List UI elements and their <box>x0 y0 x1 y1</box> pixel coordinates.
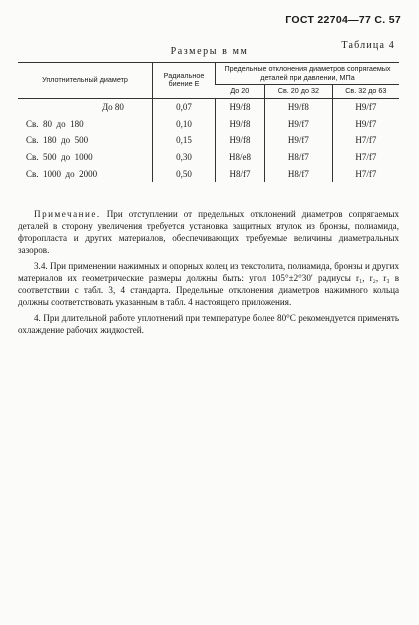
col-p1: До 20 <box>216 85 265 99</box>
paragraph-3-4: 3.4. При применении нажимных и опорных колец из текстолита, полиамида, бронзы и других материалов их геометрические размеры должны быть: угол 105°±2°30′ радиусы r₁, r₂, r₃ в соответствии с табл. 3, 4 стандарта. Предельные отклонения диаметров нажимного кольца должны соответствовать указанным в табл. 4 настоящего приложения. <box>18 261 399 307</box>
cell-p1: H9/f8 <box>216 116 265 133</box>
table-row <box>18 165 399 182</box>
cell-runout: 0,15 <box>153 132 216 149</box>
table-row <box>18 149 399 166</box>
col-runout: Радиальное биение E <box>153 63 216 99</box>
cell-runout: 0,07 <box>153 98 216 115</box>
cell-p3: H7/f7 <box>332 149 399 166</box>
cell-diameter: Св. 180 до 500 <box>26 135 89 146</box>
remark-paragraph <box>18 208 399 256</box>
table-row <box>18 132 399 149</box>
cell-p3: H7/f7 <box>332 132 399 149</box>
cell-p3: H7/f7 <box>332 165 399 182</box>
cell-p2: H8/f7 <box>265 149 333 166</box>
cell-diameter: Св. 500 до 1000 <box>26 152 93 162</box>
remark-text: При отступлении от предельных отклонений диаметров сопрягаемых деталей в сторону увеличения требуется установка защитных втулок из бронзы, полиамида, фторопласта и других материалов, обеспечивающих требуемые величины диаметральных зазоров. <box>18 209 400 255</box>
notes-section <box>18 208 399 340</box>
cell-runout: 0,10 <box>153 116 216 133</box>
col-limits: Предельные отклонения диаметров сопрягаемых деталей при давлении, МПа <box>216 63 400 85</box>
cell-p2: H9/f8 <box>265 98 333 115</box>
cell-p3: H9/f7 <box>332 116 399 133</box>
cell-p1: H9/f8 <box>216 132 265 149</box>
page-header: ГОСТ 22704—77 С. 57 <box>285 14 401 26</box>
cell-p1: H8/e8 <box>216 149 265 166</box>
cell-p2: H9/f7 <box>265 116 333 133</box>
col-diameter: Уплотнительный диаметр <box>18 63 153 99</box>
cell-diameter: До 80 <box>102 102 124 113</box>
cell-p1: H8/f7 <box>216 165 265 182</box>
tolerance-table <box>18 62 399 182</box>
col-p2: Св. 20 до 32 <box>265 85 333 99</box>
cell-p2: H9/f7 <box>265 132 333 149</box>
cell-diameter: Св. 1000 до 2000 <box>26 168 98 179</box>
paragraph-4: 4. При длительной работе уплотнений при температуре более 80°С рекомендуется применять охлаждение рабочих жидкостей. <box>18 313 399 335</box>
col-p3: Св. 32 до 63 <box>332 85 399 99</box>
cell-diameter: Св. 80 до 180 <box>26 118 84 129</box>
cell-p1: H9/f8 <box>216 98 265 115</box>
cell-p3: H9/f7 <box>332 98 399 115</box>
cell-runout: 0,30 <box>153 149 216 166</box>
cell-p2: H8/f7 <box>265 165 333 182</box>
remark-label: Примечание. <box>34 209 101 219</box>
units-caption: Размеры в мм <box>170 46 249 57</box>
table-row <box>18 98 399 115</box>
table-row <box>18 116 399 133</box>
table-number: Таблица 4 <box>341 40 395 51</box>
cell-runout: 0,50 <box>153 165 216 182</box>
